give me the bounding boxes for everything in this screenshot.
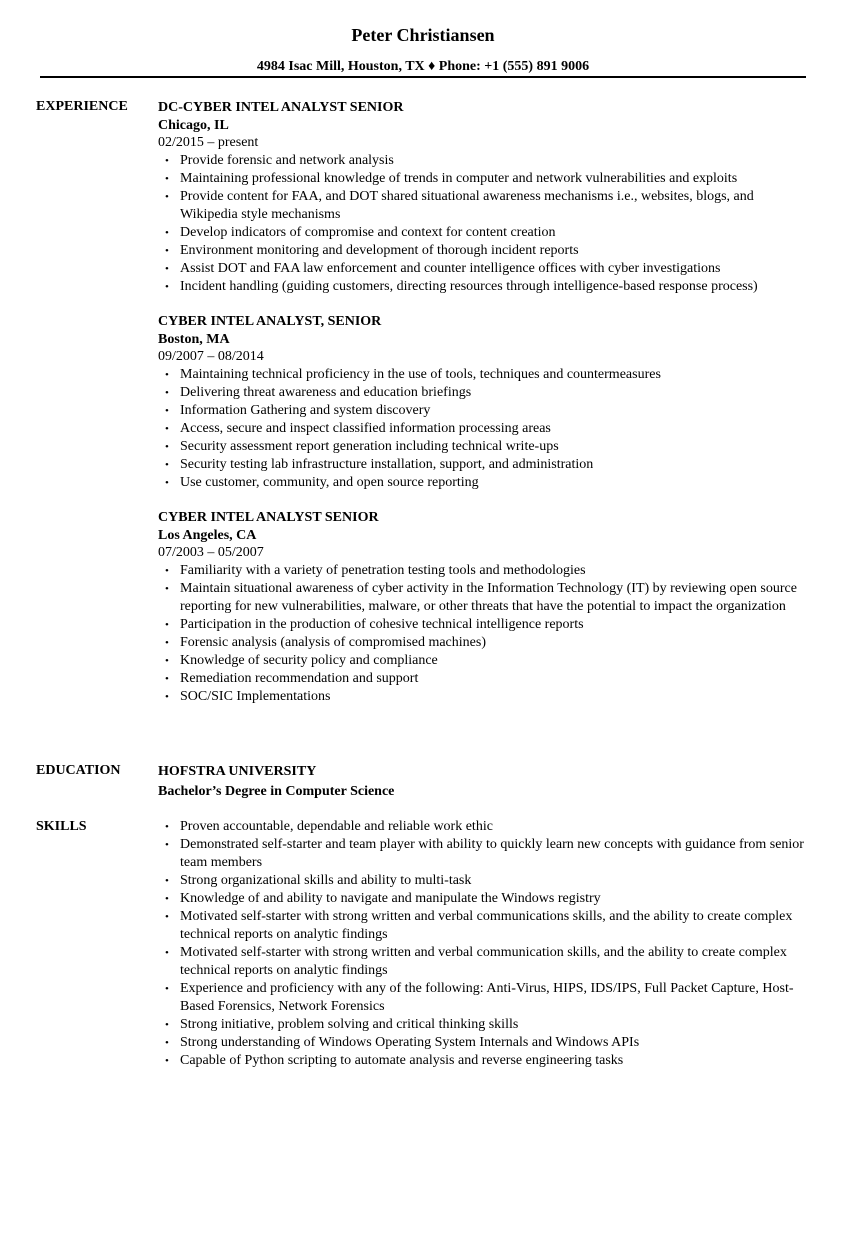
list-item: • Assist DOT and FAA law enforcement and counter intelligence offices with cyber investigations — [180, 260, 808, 278]
list-item: • Incident handling (guiding customers, directing resources through intelligence-based response process) — [180, 278, 808, 296]
list-item: • Strong understanding of Windows Operating System Internals and Windows APIs — [180, 1034, 808, 1052]
job-title: DC-CYBER INTEL ANALYST SENIOR — [158, 100, 404, 115]
list-item: • Access, secure and inspect classified information processing areas — [180, 420, 808, 438]
job-bullets — [158, 152, 808, 296]
list-item: • Develop indicators of compromise and context for content creation — [180, 224, 808, 242]
job-bullets — [158, 562, 808, 706]
list-item: • Knowledge of security policy and compliance — [180, 652, 808, 670]
list-item: • Participation in the production of cohesive technical intelligence reports — [180, 616, 808, 634]
list-item: • Familiarity with a variety of penetration testing tools and methodologies — [180, 562, 808, 580]
list-item: • Information Gathering and system discovery — [180, 402, 808, 420]
job-location: Boston, MA — [158, 332, 230, 347]
job-entry — [158, 98, 808, 296]
list-item: • Use customer, community, and open source reporting — [180, 474, 808, 492]
list-item: • Remediation recommendation and support — [180, 670, 808, 688]
section-label-education: EDUCATION — [36, 763, 121, 778]
list-item: • Maintaining technical proficiency in the use of tools, techniques and countermeasures — [180, 366, 808, 384]
list-item: • Proven accountable, dependable and reliable work ethic — [180, 818, 808, 836]
list-item: • Provide content for FAA, and DOT shared situational awareness mechanisms i.e., websites, blogs, and Wikipedia style mechanisms — [180, 188, 808, 224]
job-dates: 07/2003 – 05/2007 — [158, 545, 264, 560]
header-divider — [40, 76, 806, 78]
list-item: • Maintaining professional knowledge of trends in computer and network vulnerabilities and exploits — [180, 170, 808, 188]
list-item: • Strong organizational skills and ability to multi-task — [180, 872, 808, 890]
job-entry — [158, 312, 808, 492]
list-item: • Security assessment report generation including technical write-ups — [180, 438, 808, 456]
job-location: Chicago, IL — [158, 118, 229, 133]
candidate-name: Peter Christiansen — [351, 25, 495, 45]
list-item: • Motivated self-starter with strong written and verbal communications skills, and the ability to create complex technical reports on analytic findings — [180, 908, 808, 944]
list-item: • SOC/SIC Implementations — [180, 688, 808, 706]
job-bullets — [158, 366, 808, 492]
job-title: CYBER INTEL ANALYST, SENIOR — [158, 314, 382, 329]
section-label-experience: EXPERIENCE — [36, 99, 128, 114]
list-item: • Knowledge of and ability to navigate and manipulate the Windows registry — [180, 890, 808, 908]
contact-line: 4984 Isac Mill, Houston, TX ♦ Phone: +1 (555) 891 9006 — [256, 59, 590, 74]
job-location: Los Angeles, CA — [158, 528, 257, 543]
list-item: • Provide forensic and network analysis — [180, 152, 808, 170]
skills-body — [158, 818, 808, 1070]
job-entry — [158, 508, 808, 706]
section-label-skills: SKILLS — [36, 819, 87, 834]
degree: Bachelor’s Degree in Computer Science — [158, 784, 395, 799]
skills-list — [158, 818, 808, 1070]
list-item: • Environment monitoring and development of thorough incident reports — [180, 242, 808, 260]
experience-body — [158, 98, 808, 722]
list-item: • Demonstrated self-starter and team player with ability to quickly learn new concepts with guidance from senior team members — [180, 836, 808, 872]
list-item: • Maintain situational awareness of cyber activity in the Information Technology (IT) by reviewing open source reporting for new vulnerabilities, malware, or other threats that have the potential to impact the organization — [180, 580, 808, 616]
list-item: • Experience and proficiency with any of the following: Anti-Virus, HIPS, IDS/IPS, Full Packet Capture, Host-Based Forensics, Network Forensics — [180, 980, 808, 1016]
job-title: CYBER INTEL ANALYST SENIOR — [158, 510, 379, 525]
education-body — [158, 762, 808, 802]
job-dates: 02/2015 – present — [158, 135, 259, 150]
list-item: • Delivering threat awareness and education briefings — [180, 384, 808, 402]
list-item: • Capable of Python scripting to automate analysis and reverse engineering tasks — [180, 1052, 808, 1070]
job-dates: 09/2007 – 08/2014 — [158, 349, 264, 364]
list-item: • Motivated self-starter with strong written and verbal communication skills, and the ability to create complex technical reports on analytic findings — [180, 944, 808, 980]
list-item: • Strong initiative, problem solving and critical thinking skills — [180, 1016, 808, 1034]
school-name: HOFSTRA UNIVERSITY — [158, 764, 317, 779]
list-item: • Forensic analysis (analysis of compromised machines) — [180, 634, 808, 652]
list-item: • Security testing lab infrastructure installation, support, and administration — [180, 456, 808, 474]
